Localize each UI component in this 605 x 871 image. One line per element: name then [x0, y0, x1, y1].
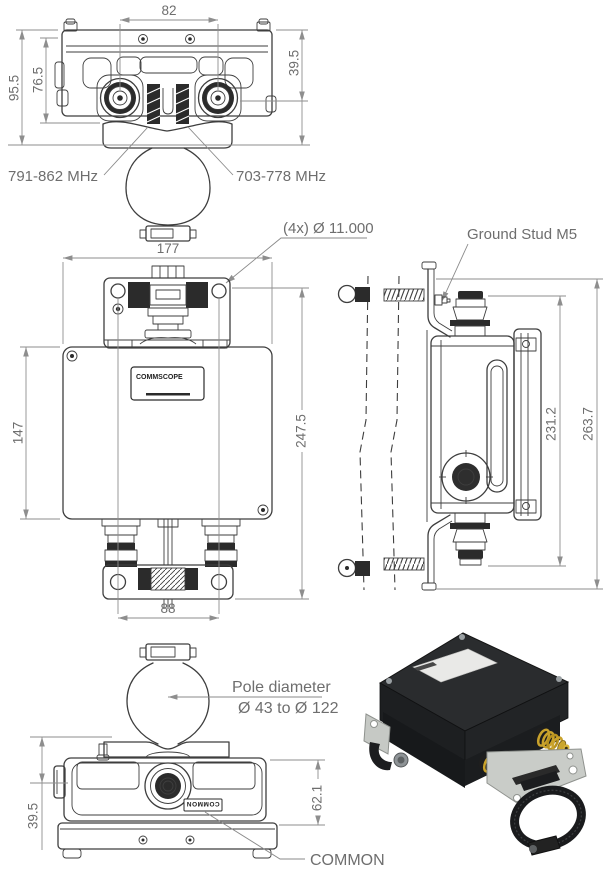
dim-82: 82 [161, 3, 177, 18]
render-bracket-hole [371, 721, 378, 728]
side-view [339, 262, 604, 590]
dim-263-7: 263.7 [580, 407, 596, 441]
product-label-text: COMMSCOPE [136, 374, 183, 381]
callout-common: COMMON [310, 852, 385, 869]
top-view-frequency-ports [147, 84, 189, 124]
bottom-view-base [58, 823, 277, 858]
side-view-connector-top [450, 291, 490, 336]
front-view-bracket [104, 266, 230, 348]
dim-95-5: 95.5 [6, 74, 22, 102]
render-bracket-hole [567, 753, 573, 759]
dim-88: 88 [160, 601, 176, 616]
top-view-port-labels [8, 127, 326, 185]
port-label-791-862: 791-862 MHz [8, 168, 99, 185]
render-bracket-hole [569, 766, 577, 774]
isometric-product-render [364, 633, 589, 855]
front-view-body [63, 347, 272, 519]
top-view [7, 3, 326, 241]
front-view-dimensions [11, 241, 309, 618]
bottom-view-pole-clamp [97, 644, 229, 760]
render-screw [459, 634, 465, 640]
dim-62-1: 62.1 [309, 784, 325, 812]
render-strap-bolt [529, 845, 537, 853]
side-view-bracket [422, 262, 452, 590]
side-view-unit [431, 329, 541, 520]
common-port-label-text: COMMON [186, 800, 220, 807]
callout-pole-diameter-line2: Ø 43 to Ø 122 [238, 700, 339, 717]
common-port-label [184, 799, 222, 811]
render-side-port-center [398, 757, 405, 764]
side-view-clamp-hardware [339, 286, 425, 577]
dim-76-5: 76.5 [30, 66, 46, 94]
dim-39-5-top: 39.5 [286, 49, 302, 77]
render-screw [556, 676, 562, 682]
front-view-connector-left [102, 519, 140, 567]
dim-39-5-bottom: 39.5 [25, 802, 41, 830]
front-view [11, 220, 578, 618]
callout-ground-stud: Ground Stud M5 [467, 226, 578, 243]
dim-147: 147 [10, 421, 26, 445]
front-view-connector-right [202, 519, 240, 567]
callout-pole-diameter-line1: Pole diameter [232, 679, 331, 696]
port-label-703-778: 703-778 MHz [236, 168, 327, 185]
product-label-fineprint [146, 393, 190, 396]
dim-177: 177 [156, 241, 180, 256]
callout-mounting-holes: (4x) Ø 11.000 [283, 220, 374, 237]
render-screw [386, 678, 392, 684]
dim-231-2: 231.2 [543, 407, 559, 441]
dim-247-5: 247.5 [293, 414, 309, 448]
side-view-pole-dashed [360, 276, 399, 590]
top-view-pole-clamp [103, 122, 232, 241]
bottom-view [26, 644, 385, 869]
bottom-view-dimensions [26, 679, 385, 869]
side-view-connector-bottom [450, 513, 490, 565]
